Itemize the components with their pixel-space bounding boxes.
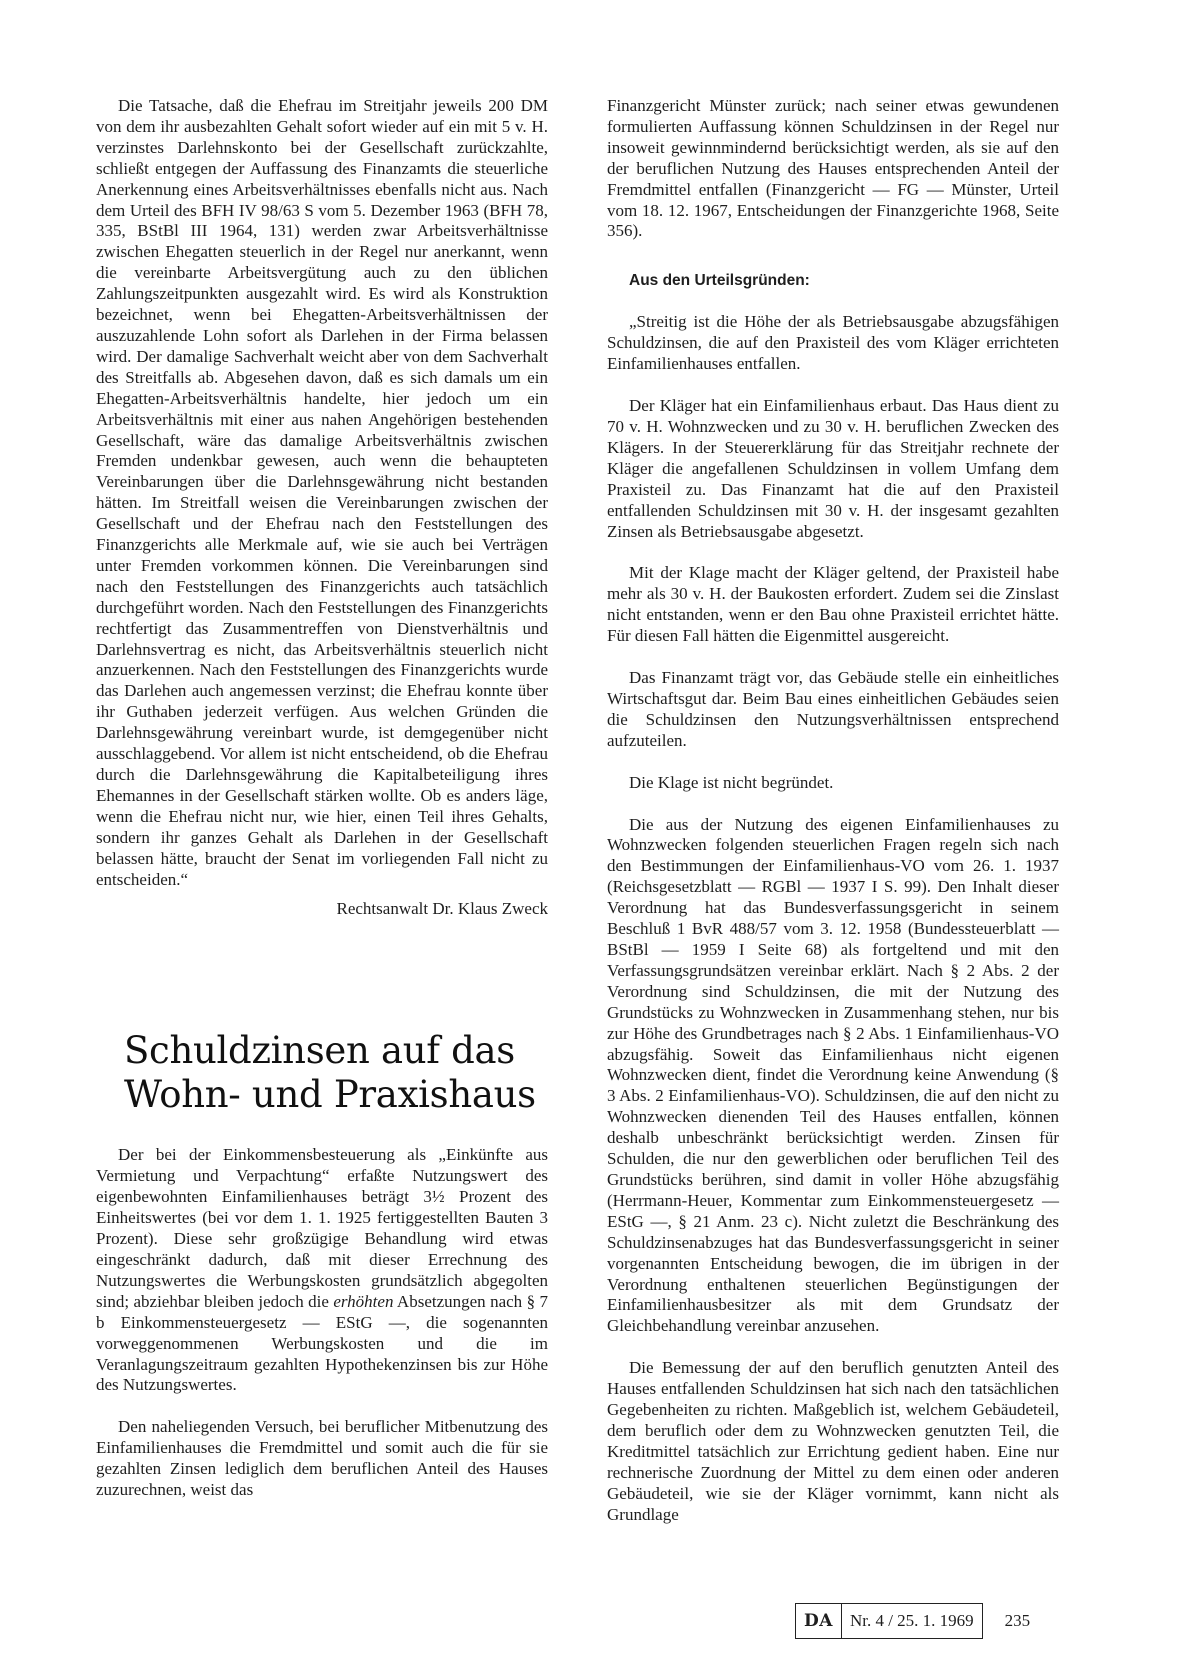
continuation-paragraph: Finanzgericht Münster zurück; nach seiner etwas gewundenen formulierten Auffassung können Schuldzinsen in der Regel nur insoweit gewinnmindernd berücksichtigt werden, als sie auf den der beruflichen Nutzung des Hauses entsprechenden Anteil der Fremdmittel entfallen (Finanzgericht — FG — Münster, Urteil vom 18. 12. 1967, Entscheidungen der Finanzgerichte 1968, Seite 356). (607, 96, 1059, 241)
article-paragraph-1-part-b: Absetzungen nach § 7 b Einkommensteuergesetz — EStG —, die sogenannten vorweggenommenen Werbungskosten und die im Veranlagungszeitraum gezahlten Hypothekenzinsen bis zur Höhe des Nutzungswertes. (96, 1291, 549, 1395)
article-title-line-1: Schuldzinsen auf das (124, 1029, 515, 1073)
article-title (124, 1029, 548, 1117)
page-footer (795, 1603, 1030, 1639)
article-paragraph-1-part-a: Der bei der Einkommensbesteuerung als „Einkünfte aus Vermietung und Verpachtung“ erfaßte Nutzungswert des eigenbewohnten Einfamilienhauses beträgt 3½ Prozent des Einheitswertes (bei vor dem 1. 1. 1925 fertiggestellten Bauten 3 Prozent). Diese sehr großzügige Behandlung wird etwas eingeschränkt dadurch, daß mit dieser Errechnung des Nutzungswertes die Werbungskosten grundsätzlich abgegolten sind; abziehbar bleiben jedoch die (96, 1145, 548, 1311)
quote-paragraph-5: Die Klage ist nicht begründet. (629, 772, 834, 792)
intro-paragraph: Die Tatsache, daß die Ehefrau im Streitjahr jeweils 200 DM von dem ihr ausbezahlten Gehalt sofort wieder auf ein mit 5 v. H. verzinstes Darlehnskonto bei der Gesellschaft zurückzahlte, schließt entgegen der Auffassung des Finanzamts die steuerliche Anerkennung eines Arbeitsverhältnisses ebenfalls nicht aus. Nach dem Urteil des BFH IV 98/63 S vom 5. Dezember 1963 (BFH 78, 335, BStBl III 1964, 131) werden zwar Arbeitsverhältnisse zwischen Ehegatten steuerlich in der Regel nur anerkannt, wenn die vereinbarte Arbeitsvergütung auch zu den üblichen Zahlungszeitpunkten ausgezahlt wird. Es wird als Konstruktion bezeichnet, wenn bei Ehegatten-Arbeitsverhältnissen der auszuzahlende Lohn sofort als Darlehen in der Firma belassen wird. Der damalige Sachverhalt weicht aber von dem Sachverhalt des Streitfalls ab. Abgesehen davon, daß es sich damals um ein Ehegatten-Arbeitsverhältnis handelte, hier jedoch um ein Arbeitsverhältnis mit einer aus nahen Angehörigen bestehenden Gesellschaft, wäre das damalige Arbeitsverhältnis zwischen Fremden undenkbar gewesen, auch wenn die behaupteten Vereinbarungen über die Darlehnsgewährung nicht bestanden hätten. Im Streitfall weisen die Vereinbarungen zwischen der Gesellschaft und der Ehefrau nach den Feststellungen des Finanzgerichts alle Merkmale auf, wie sie auch bei Verträgen unter Fremden vorkommen können. Die Vereinbarungen sind nach den Feststellungen des Finanzgerichts auch tatsächlich durchgeführt worden. Nach den Feststellungen des Finanzgerichts rechtfertigt das Zusammentreffen von Dienstverhältnis und Darlehnsvertrag es nicht, das Arbeitsverhältnis steuerlich nicht anzuerkennen. Nach den Feststellungen des Finanzgerichts wurde das Darlehen auch angemessen verzinst; die Ehefrau konnte über ihr Guthaben jederzeit verfügen. Aus welchen Gründen die Darlehnsgewährung vereinbart wurde, ist demgegenüber nicht ausschlaggebend. Vor allem ist nicht entscheidend, ob die Ehefrau durch die Darlehnsgewährung die Kapitalbeteiligung ihres Ehemannes in der Gesellschaft stärken wollte. Ob es anders läge, wenn die Ehefrau nicht nur, wie hier, einen Teil ihres Gehalts, sondern ihr ganzes Gehalt als Darlehen in der Gesellschaft belassen hätte, braucht der Senat im vorliegenden Fall nicht zu entscheiden.“ (96, 96, 548, 889)
page-number: 235 (1004, 1611, 1031, 1630)
left-column (96, 96, 548, 1501)
quote-paragraph-1: „Streitig ist die Höhe der als Betriebsausgabe abzugsfähigen Schuldzinsen, die auf den Praxisteil des vom Kläger errichteten Einfamilienhauses entfallen. (607, 312, 1059, 374)
section-subheading: Aus den Urteilsgründen: (629, 272, 810, 290)
quote-paragraph-6: Die aus der Nutzung des eigenen Einfamilienhauses zu Wohnzwecken folgenden steuerlichen Fragen regeln sich nach den Bestimmungen der Einfamilienhaus-VO vom 26. 1. 1937 (Reichsgesetzblatt — RGBl — 1937 I S. 99). Den Inhalt dieser Verordnung hat das Bundesverfassungsgericht in seinem Beschluß 1 BvR 488/57 vom 3. 12. 1958 (Bundessteuerblatt — BStBl — 1959 I Seite 68) als fortgeltend und mit den Verfassungsgrundsätzen vereinbar erklärt. Nach § 2 Abs. 2 der Verordnung sind Schuldzinsen, die mit der Nutzung des Grundstücks zu Wohnzwecken in Zusammenhang stehen, nur bis zur Höhe des Grundbetrages nach § 2 Abs. 1 Einfamilienhaus-VO abzugsfähig. Soweit das Einfamilienhaus nicht eigenen Wohnzwecken dient, findet die Verordnung keine Anwendung (§ 3 Abs. 2 Einfamilienhaus-VO). Schuldzinsen, die auf den nicht zu Wohnzwecken dienenden Teil des Hauses entfallen, können deshalb unbeschränkt berücksichtigt werden. Zinsen für Schulden, die nur den gewerblichen oder beruflichen Teil des Grundstücks berühren, sind damit in voller Höhe abzugsfähig (Herrmann-Heuer, Kommentar zum Einkommensteuergesetz — EStG —, § 21 Anm. 23 c). Nicht zuletzt die Beschränkung des Schuldzinsenabzuges hat das Bundesverfassungsgericht in seiner vorgenannten Entscheidung bewogen, die im übrigen in der Verordnung enthaltenen steuerlichen Begünstigungen der Einfamilienhausbesitzer als mit dem Grundsatz der Gleichbehandlung vereinbar anzusehen. (607, 814, 1059, 1336)
journal-masthead (795, 1603, 983, 1639)
right-column (607, 96, 1059, 1525)
quote-paragraph-2: Der Kläger hat ein Einfamilienhaus erbaut. Das Haus dient zu 70 v. H. Wohnzwecken und zu 30 v. H. beruflichen Zwecken des Klägers. In der Steuererklärung für das Streitjahr rechnete der Kläger die angefallenen Schuldzinsen in vollem Umfang dem Praxisteil zu. Das Finanzamt hat die auf den Praxisteil entfallenden Schuldzinsen mit 30 v. H. der insgesamt gezahlten Zinsen als Betriebsausgabe abgesetzt. (607, 396, 1059, 541)
quote-paragraph-4: Das Finanzamt trägt vor, das Gebäude stelle ein einheitliches Wirtschaftsgut dar. Beim Bau eines einheitlichen Gebäudes seien die Schuldzinsen den Nutzungsverhältnissen entsprechend aufzuteilen. (607, 668, 1059, 750)
quote-paragraph-3: Mit der Klage macht der Kläger geltend, der Praxisteil habe mehr als 30 v. H. der Baukosten erfordert. Zudem sei die Zinslast nicht entstanden, wenn er den Bau ohne Praxisteil errichtet hätte. Für diesen Fall hätten die Eigenmittel ausgereicht. (607, 563, 1059, 646)
issue-info: Nr. 4 / 25. 1. 1969 (849, 1611, 974, 1630)
article-title-line-2: Wohn- und Praxishaus (124, 1073, 536, 1117)
journal-logo: DA (796, 1604, 842, 1638)
author-signature: Rechtsanwalt Dr. Klaus Zweck (336, 899, 548, 919)
quote-paragraph-7: Die Bemessung der auf den beruflich genutzten Anteil des Hauses entfallenden Schuldzinsen hat sich nach den tatsächlichen Gegebenheiten zu richten. Maßgeblich ist, welchem Gebäudeteil, dem beruflich oder dem zu Wohnzwecken genutzten Teil, die Kreditmittel tatsächlich zur Errichtung gedient haben. Eine nur rechnerische Zuordnung der Mittel zu dem einen oder anderen Gebäudeteil, wie sie der Kläger vornimmt, kann nicht als Grundlage (607, 1358, 1059, 1524)
article-paragraph-1 (96, 1145, 548, 1396)
article-paragraph-2: Den naheliegenden Versuch, bei beruflicher Mitbenutzung des Einfamilienhauses die Fremdmittel und somit auch die für sie gezahlten Zinsen lediglich dem beruflichen Anteil des Hauses zuzurechnen, weist das (96, 1417, 548, 1500)
emphasized-word: erhöhten (333, 1291, 394, 1311)
